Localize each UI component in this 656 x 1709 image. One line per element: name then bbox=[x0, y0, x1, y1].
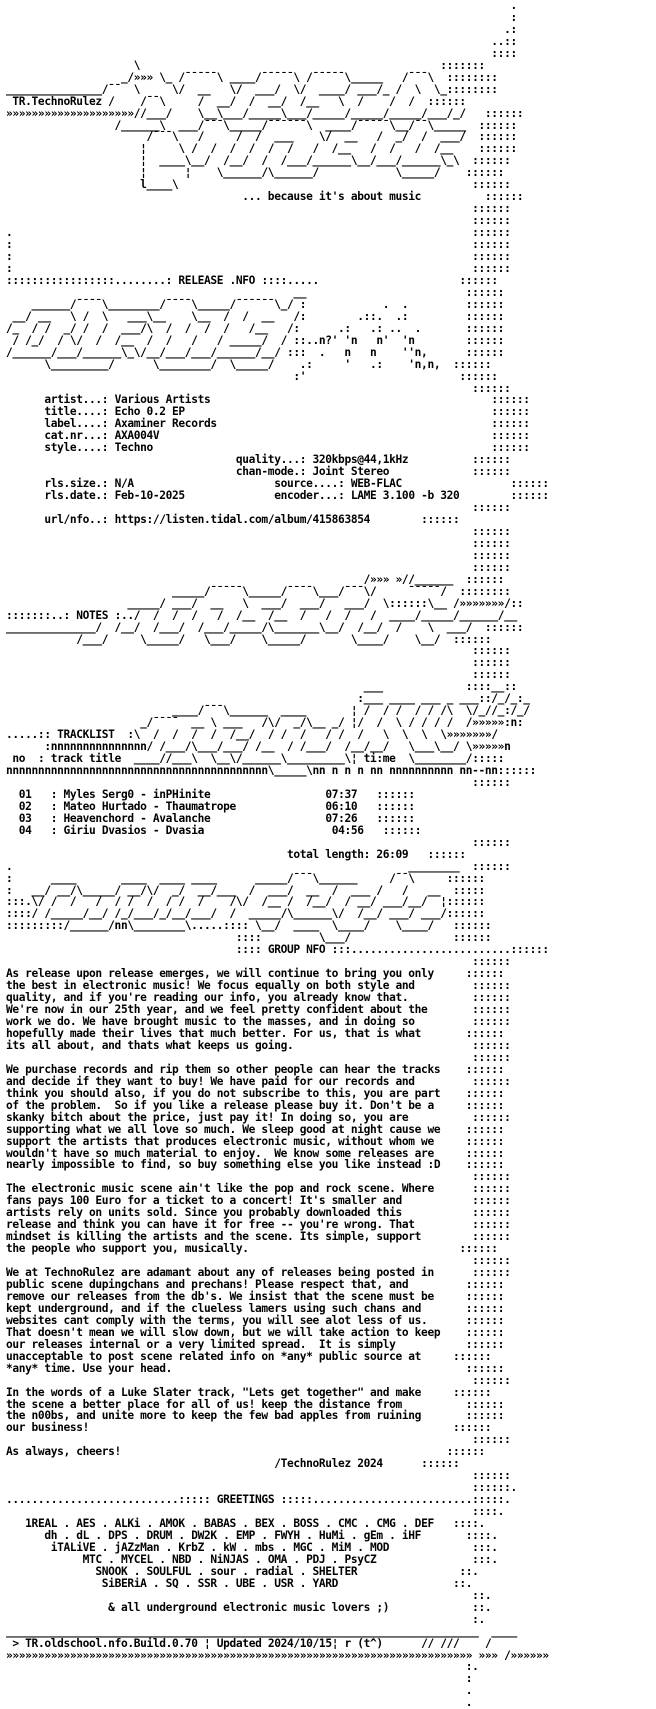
url-value[interactable]: https://listen.tidal.com/album/415863854 bbox=[114, 512, 370, 526]
paragraph-line: nearly impossible to find, so buy something else you like instead :D bbox=[6, 1158, 441, 1172]
group-logo: . ________ :::::: : ____ ____ ____ ____ _____/¯¯¯\______ /¯¯\ :::::: : __/ __/\_____/ __/\/ _/ __/___ / ___/ __ / ___ / / __ ::::: :::.\/ / / / / / / / / / /\/ /__ / /__/ / __/ ___/__/ ¦:::::: ::::/ /_____/__/ /_/___/_/__/___/ / _____/\______\/ /__/ ___/ ___/:::::: :::::::::/______/nn\________\.....:::: \__/ ____ \____/ \____/ :::::: :::: \___/ :::::: :::: GROUP NFO :::.........................:::::: :::::: bbox=[6, 859, 549, 969]
tagline: ... because it's about music bbox=[242, 190, 422, 204]
rlsdate-value: Feb-10-2025 bbox=[114, 489, 185, 503]
track-title: Heavenchord - Avalanche bbox=[63, 811, 211, 825]
paragraph-line: The electronic music scene ain't like the pop and rock scene. Where bbox=[6, 1182, 434, 1196]
track-no: 04 bbox=[18, 823, 32, 837]
title-value: Echo 0.2 EP bbox=[114, 405, 185, 419]
paragraph-line: As release upon release emerges, we will continue to bring you only bbox=[6, 967, 434, 981]
signature: /TechnoRulez 2024 bbox=[274, 1457, 383, 1471]
release-section-label: RELEASE .NFO bbox=[178, 273, 256, 287]
release-info: :::::: artist...: Various Artists :::::: title....: Echo 0.2 EP :::::: label....: Axaminer Records :::::: cat.nr...: AXA004V :::::: style....: Techno :::::: quality...: 320kbps@44,1kHz :::::: chan-mode.: Joint Stereo :::::: rls.size.: N/A source....: WEB-FLAC :::::: rls.date.: Feb-10-2025 encoder...: LAME 3.100 -b 320 :::::: :::::: url/nfo..: https://listen.tidal.com/album/415863854 :::::: :::::: :::::: :::::: bbox=[44, 381, 549, 562]
paragraph-line: support the artists that produces electronic music, without whom we bbox=[6, 1134, 434, 1148]
group-text: As release upon release emerges, we will continue to bring you only :::::: the best in electronic music! We focus equally on both style and :::::: quality, and if you're reading our info, you already know that. :::::: We're now in our 25th year, and we feel pretty confident about the :::::: work we do. We have brought music to the masses, and in doing so :::::: hopefully made their lives that much better. For us, that is what :::::: its all about, and thats what keeps us going. :::::: :::::: We purchase records and rip them so other people can hear the tracks :::::: and decide if they want to buy! We have paid for our records and :::::: think you should also, if you do not subscribe to this, you are part :::::: of the problem. So if you like a release please buy it. Don't be a :::::: skanky bitch about the price, just pay it! In doing so, you are :::::: supporting what we all love so much. We sleep good at night cause we :::::: support the artists that produces electronic music, without whom we :::::: wouldn't have so much material to enjoy. We know some releases are :::::: nearly impossible to find, so buy something else you like instead :D :::::: :::::: The electronic music scene ain't like the pop and rock scene. Where :::::: fans pays 100 Euro for a ticket to a concert! It's smaller and :::::: artists rely on units sold. Since you probably downloaded this :::::: release and think you can have it for free -- you're wrong. That :::::: mindset is killing the artists and the scene. Its simple, support :::::: the people who support you, musically. :::::: :::::: We at TechnoRulez are adamant about any of releases being posted in :::::: public scene dupingchans and prechans! Please respect that, and :::::: remove our releases from the db's. We insist that the scene must be :::::: kept underground, and if the clueless lamers using such chans and :::::: websites cant comply with the terms, you will see alot less of us. :::::: That doesn't mean we will slow down, but we will take action to keep :::::: our releases internal or a very limited spread. It is simply :::::: unacceptable to post scene related info on *any* public source at :::::: *any* time. Use your head. :::::: :::::: In the words of a Luke Slater track, "Lets get together" and make :::::: the scene a better place for all of us! keep the distance from :::::: the n00bs, and unite more to keep the few bad apples from ruining :::::: our business! :::::: :::::: As always, cheers! :::::: /TechnoRulez 2024 :::::: :::::: ::::::. bbox=[6, 967, 517, 1495]
track-no: 02 bbox=[18, 799, 32, 813]
artist-value: Various Artists bbox=[114, 393, 211, 407]
nfo-document bbox=[6, 0, 656, 1709]
paragraph-line: unacceptable to post scene related info on *any* public source at bbox=[6, 1349, 422, 1363]
group-section-label: GROUP NFO bbox=[267, 943, 326, 957]
paragraph-line: its all about, and thats what keeps us going. bbox=[6, 1038, 294, 1052]
paragraph-line: public scene dupingchans and prechans! Please respect that, and bbox=[6, 1277, 409, 1291]
track-no: 01 bbox=[18, 787, 32, 801]
tracklist-section-label: TRACKLIST bbox=[57, 728, 115, 742]
paragraph-line: quality, and if you're reading our info, you already know that. bbox=[6, 991, 409, 1005]
paragraph-line: artists rely on units sold. Since you probably downloaded this bbox=[6, 1206, 402, 1220]
track-title: Mateo Hurtado - Thaumatrope bbox=[63, 799, 236, 813]
notes-section-label: NOTES bbox=[76, 608, 109, 622]
group-tag: TR.TechnoRulez bbox=[12, 94, 102, 108]
track-title: Giriu Dvasios - Dvasia bbox=[63, 823, 204, 837]
col-no: no bbox=[12, 752, 26, 766]
track-time: 04:56 bbox=[331, 823, 364, 837]
paragraph-line: and decide if they want to buy! We have paid for our records and bbox=[6, 1074, 415, 1088]
paragraph-line: release and think you can have it for free -- you're wrong. That bbox=[6, 1218, 415, 1232]
paragraph-line: of the problem. So if you like a release please buy it. Don't be a bbox=[6, 1098, 434, 1112]
rlssize-value: N/A bbox=[114, 477, 134, 491]
paragraph-line: think you should also, if you do not subscribe to this, you are part bbox=[6, 1086, 441, 1100]
source-value: WEB-FLAC bbox=[350, 477, 402, 491]
tagline-line: ... because it's about music :::::: :::::: :::::: . :::::: : :::::: : :::::: : :::::: :::::::::::::::::........: RELEASE .NFO ::::..... :::::: bbox=[6, 190, 524, 287]
release-logo: __ :::::: ______/¯¯¯¯\________/¯¯¯¯\_____/¯¯¯¯¯¯\_/ : . . :::::: __/ __ \ / \ ___\__ \__ / / __ /: .::. .: :::::: /_ / / _/ / / ___/\ / / / / /__ /: .: .: .. . :::::: / /_/ / \/ / /__ / / / / _____/ / ::..n?' 'n n' 'n :::::: /______/___/______\_\/__/___/___/______/__/ ::: . n n ''n, :::::: \_________/ \________/ \_____/ .: ' .: 'n,n, :::::: :' :::::: bbox=[6, 285, 505, 383]
technorulez-logo: \ ::::::: _/»»» \_ /¯¯¯¯¯\ ____/¯¯¯¯¯\ /¯¯¯¯¯\_____ /¯¯¯\ :::::::: _______________/¯¯ \ \/ __ \/ ___/ \/ ____/ ___/_ / \ \_:::::::: TR.TechnoRulez / /¯¯\ / __/ / __/ /__ \ / / / :::::: »»»»»»»»»»»»»»»»»»»»//___/ \__\___/_____\___/_____/_____/_____/___/_/ :::::: /______\ ___/¯¯¯\_____/¯¯¯¯¯¯\ ____/¯¯¯¯¯\__/¯¯\_____ :::::: /¯¯¯\ / / / ___ \/ __ / _/ / ___/ :::::: ¦ \ / / / / / / / /__ / / / /__ :::::: ¦ ____\__/ /__/ / /___/______\__/___/______\_\ :::::: ¦ ¦ \______/\______/ \_____/ :::::: l____\ :::::: bbox=[6, 58, 524, 192]
greetings-line: SiBERiA . SQ . SSR . UBE . USR . YARD bbox=[101, 1576, 339, 1590]
quality-value: 320kbps@44,1kHz bbox=[312, 453, 409, 467]
track-time: 07:26 bbox=[325, 811, 358, 825]
total-length: total length: 26:09 bbox=[286, 847, 409, 861]
paragraph-line: kept underground, and if the clueless lamers using such chans and bbox=[6, 1301, 422, 1315]
greetings-section-label: GREETINGS bbox=[216, 1493, 275, 1507]
track-title: Myles Serg0 - inPHinite bbox=[63, 787, 211, 801]
paragraph-line: remove our releases from the db's. We insist that the scene must be bbox=[6, 1289, 434, 1303]
paragraph-line: We at TechnoRulez are adamant about any of releases being posted in bbox=[6, 1266, 434, 1280]
greetings-line: SNOOK . SOULFUL . sour . radial . SHELTER bbox=[95, 1564, 358, 1578]
catnr-value: AXA004V bbox=[114, 429, 160, 443]
paragraph-line: In the words of a Luke Slater track, "Lets get together" and make bbox=[6, 1385, 422, 1399]
paragraph-line: That doesn't mean we will slow down, but we will take action to keep bbox=[6, 1325, 441, 1339]
paragraph-line: our business! bbox=[6, 1421, 90, 1435]
tracklist-logo: ___ ::::__:: :___ ____ ___ _ ___::/_/_:_ ____/¯¯¯\______ ____ ¦ / / / / / /\ \/_//_:/_/ _/¯¯¯¯ __ \ ___ /\/ _/\__ _/ ¦/ / \ / / / / /»»»»»:n: .....:: TRACKLIST :\ / / / / /__/ / / / / / / \ \ \ \»»»»»»»/ :nnnnnnnnnnnnnnn/ /___/\___/___/ /__ / /___/ /__/__/ \___\__/ \»»»»»n no : track title ____//___\ \__\/______\_________\¦ ti:me \________/::::: nnnnnnnnnnnnnnnnnnnnnnnnnnnnnnnnnnnnnnnnn\_____\nn n n n nn nnnnnnnnnn nn--nn:::::: bbox=[6, 680, 536, 777]
paragraph-line: supporting what we all love so much. We sleep good at night cause we bbox=[6, 1122, 441, 1136]
paragraph-line: the people who support you, musically. bbox=[6, 1242, 249, 1256]
paragraph-line: *any* time. Use your head. bbox=[6, 1361, 173, 1375]
greetings-line: MTC . MYCEL . NBD . NiNJAS . OMA . PDJ . PsyCZ bbox=[82, 1552, 377, 1566]
paragraph-line: We purchase records and rip them so other people can hear the tracks bbox=[6, 1062, 441, 1076]
greetings-line: dh . dL . DPS . DRUM . DW2K . EMP . FWYH . HuMi . gEm . iHF bbox=[44, 1529, 422, 1542]
notes-logo: :::::: /»»» »//______ :::::: _____/¯¯¯¯¯\_____/¯¯¯¯\___/¯¯¯\/ ¯¯¯¯¯/ :::::::: _____/ ___/ __ \ ___/ ___/ ___/ \::::::\__ /»»»»»»»/:: :::::::..: NOTES :../ / / / / /__ /__ / / / / ____/_____/______/__ ______________/ /__/ /___/ /___/_____/\_______\__/ /__/ / \ ___/ :::::: /___/ \_____/ \___/ \_____/ \____/ \__/ :::::: :::::: :::::: :::::: bbox=[6, 560, 524, 682]
col-time: ti:me bbox=[363, 752, 396, 766]
greetings-line: 1REAL . AES . ALKi . AMOK . BABAS . BEX . BOSS . CMC . CMG . DEF bbox=[25, 1517, 434, 1531]
paragraph-line: fans pays 100 Euro for a ticket to a concert! It's smaller and bbox=[6, 1194, 402, 1208]
paragraph-line: As always, cheers! bbox=[6, 1445, 121, 1459]
paragraph-line: mindset is killing the artists and the scene. Its simple, support bbox=[6, 1230, 422, 1244]
paragraph-line: We're now in our 25th year, and we feel pretty confident about the bbox=[6, 1003, 428, 1017]
footer-build: TR.oldschool.nfo.Build.0.70 bbox=[25, 1636, 198, 1650]
label-value: Axaminer Records bbox=[114, 417, 217, 431]
paragraph-line: work we do. We have brought music to the masses, and in doing so bbox=[6, 1015, 415, 1029]
encoder-value: LAME 3.100 -b 320 bbox=[350, 489, 460, 503]
paragraph-line: websites cant comply with the terms, you will see alot less of us. bbox=[6, 1313, 428, 1327]
paragraph-line: skanky bitch about the price, just pay it! In doing so, you are bbox=[6, 1110, 409, 1124]
tracklist-table: :::::: 01 : Myles Serg0 - inPHinite 07:37 :::::: 02 : Mateo Hurtado - Thaumatrope 06:10 :::::: 03 : Heavenchord - Avalanche 07:26 :::::: 04 : Giriu Dvasios - Dvasia 04:56 :::::: :::::: total length: 26:09 :::::: bbox=[18, 775, 511, 861]
greetings-line: iTALiVE . jAZzMan . KrbZ . kW . mbs . MGC . MiM . MOD bbox=[50, 1540, 390, 1554]
greetings-closing: & all underground electronic music lovers ;) bbox=[108, 1600, 390, 1614]
col-title: track title bbox=[50, 752, 121, 766]
paragraph-line: the n00bs, and unite more to keep the few bad apples from ruining bbox=[6, 1409, 422, 1423]
greetings-section: ...........................::::: GREETINGS :::::.........................:::::. ::::. 1REAL . AES . ALKi . AMOK . BABAS . BEX . BOSS . CMC . CMG . DEF ::::. dh . dL . DPS . DRUM . DW2K . EMP . FWYH . HuMi . gEm . iHF ::::. iTALiVE . jAZzMan . KrbZ . kW . mbs . MGC . MiM . MOD :::. MTC . MYCEL . NBD . NiNJAS . OMA . PDJ . PsyCZ :::. SNOOK . SOULFUL . sour . radial . SHELTER ::. SiBERiA . SQ . SSR . UBE . USR . YARD ::. ::. & all underground electronic music lovers ;) ::. :. bbox=[6, 1493, 511, 1626]
paragraph-line: wouldn't have so much material to enjoy. We know some releases are bbox=[6, 1146, 434, 1160]
paragraph-line: the scene a better place for all of us! keep the distance from bbox=[6, 1397, 402, 1411]
track-time: 07:37 bbox=[325, 787, 358, 801]
footer: __________________________________________________________________________ ____ > TR.oldschool.nfo.Build.0.70 ¦ Updated 2024/10/15¦ r (t^) // /// / »»»»»»»»»»»»»»»»»»»»»»»»»»»»»»»»»»»»»»»»»»»»»»»»»»»»»»»»»»»»»»»»»»»»»»»»» »»» /»»»»»» :. : . . bbox=[6, 1624, 549, 1709]
paragraph-line: our releases internal or a very limited spread. It is simply bbox=[6, 1337, 396, 1351]
chanmode-value: Joint Stereo bbox=[312, 465, 390, 479]
footer-updated: Updated 2024/10/15 bbox=[216, 1636, 332, 1650]
top-right-dots: . : .: ..:: :::: bbox=[491, 0, 517, 60]
style-value: Techno bbox=[114, 441, 153, 455]
track-no: 03 bbox=[18, 811, 32, 825]
track-time: 06:10 bbox=[325, 799, 358, 813]
paragraph-line: the best in electronic music! We focus equally on both style and bbox=[6, 979, 415, 993]
paragraph-line: hopefully made their lives that much better. For us, that is what bbox=[6, 1026, 422, 1040]
